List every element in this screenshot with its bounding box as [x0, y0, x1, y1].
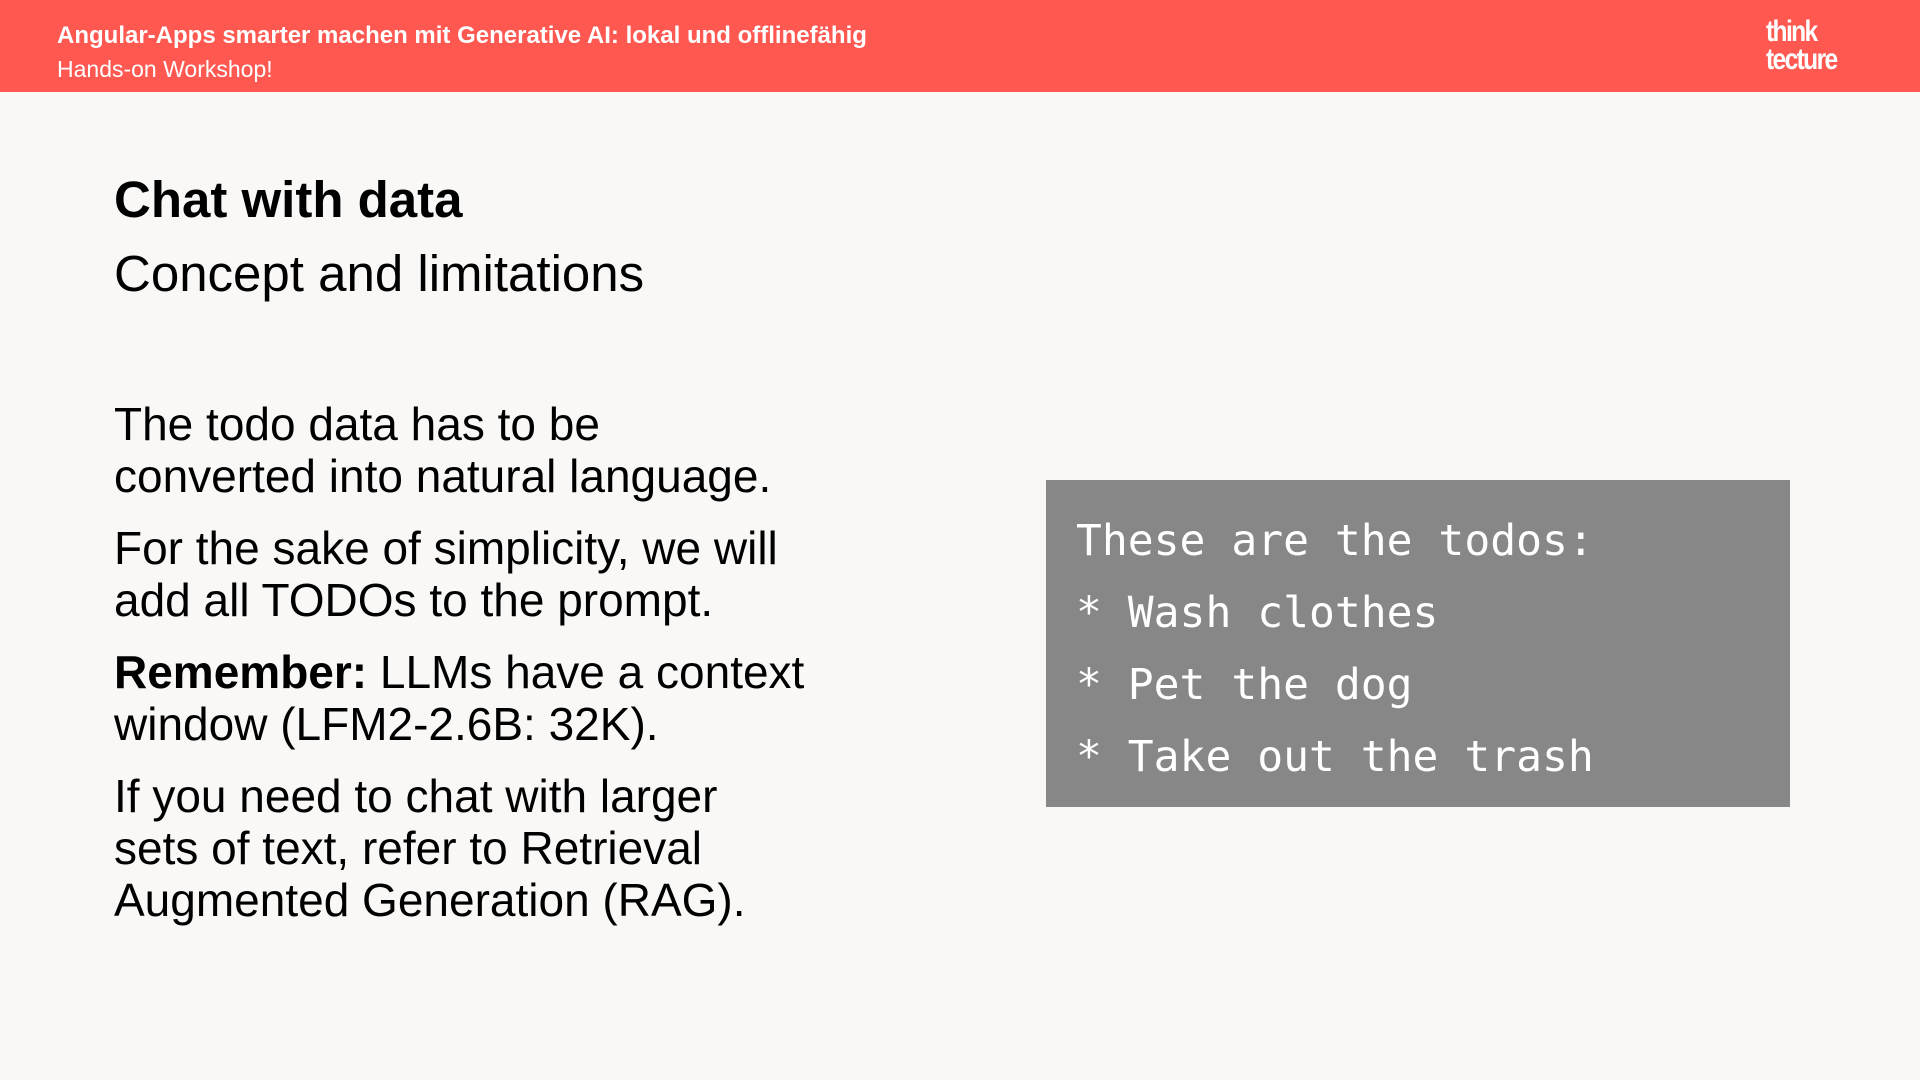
slide-subtitle: Concept and limitations	[114, 245, 645, 302]
paragraph-rag: If you need to chat with larger sets of text, refer to Retrieval Augmented Generation (RAG).	[114, 770, 746, 926]
slide-title: Chat with data	[114, 171, 463, 228]
body-text	[114, 398, 914, 946]
logo-line-2: tecture	[1766, 43, 1837, 76]
code-block	[1046, 480, 1790, 807]
code-line: These are the todos:	[1076, 516, 1594, 566]
paragraph-simplicity: For the sake of simplicity, we will add all TODOs to the prompt.	[114, 522, 778, 626]
code-line: * Pet the dog	[1076, 660, 1413, 710]
thinktecture-logo	[1766, 15, 1837, 76]
header-bar	[0, 0, 1920, 92]
paragraph-conversion: The todo data has to be converted into natural language.	[114, 398, 772, 502]
code-line: * Take out the trash	[1076, 732, 1594, 782]
header-subtitle: Hands-on Workshop!	[57, 56, 273, 82]
paragraph-remember	[114, 646, 914, 750]
header-title: Angular-Apps smarter machen mit Generative AI: lokal und offlinefähig	[57, 22, 867, 49]
code-line: * Wash clothes	[1076, 588, 1439, 638]
remember-text: LLMs have a context window (LFM2-2.6B: 32K).	[114, 646, 805, 750]
logo-line-1: think	[1766, 15, 1817, 48]
remember-label: Remember:	[114, 646, 368, 698]
